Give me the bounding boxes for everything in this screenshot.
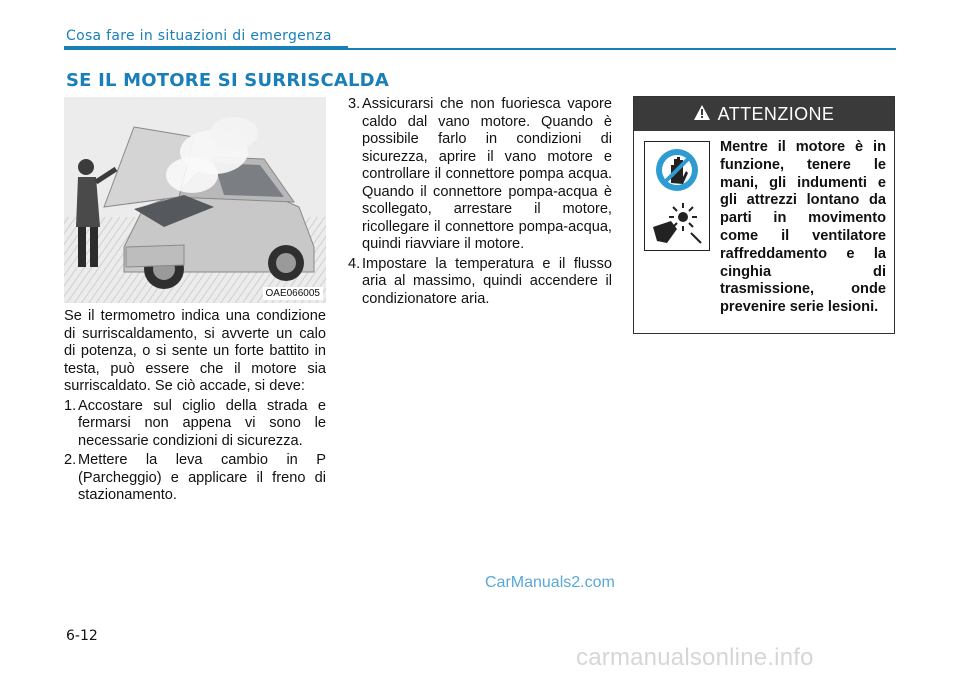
middle-column	[348, 96, 612, 308]
step-item	[64, 452, 326, 505]
car-overheating-illustration	[64, 97, 326, 303]
step-number: 3.	[348, 96, 361, 112]
stop-hand-icon	[654, 147, 700, 198]
warning-header	[634, 97, 894, 131]
step-text: Impostare la temperatura e il flusso aria al massimo, quindi accendere il condizionatore aria.	[362, 255, 612, 307]
image-code: OAE066005	[263, 287, 324, 300]
fan-hazard-icon	[651, 197, 705, 252]
warning-text: Mentre il motore è in funzione, tenere le mani, gli indumenti e gli attrezzi lontano da parti in movimento come il ventilatore raffreddamento e la cinghia di trasmissione, onde prevenire serie lesioni.	[720, 139, 886, 316]
footer-logo: carmanualsonline.info	[576, 644, 814, 671]
warning-box	[633, 96, 895, 334]
intro-paragraph: Se il termometro indica una condizione di surriscaldamento, si avverte un calo di potenza, o si sente un forte battito in testa, può essere che il motore sia surriscaldato. Se ciò accade, si deve:	[64, 308, 326, 394]
step-item	[64, 398, 326, 451]
warning-icons-panel	[644, 141, 710, 251]
watermark-link[interactable]: CarManuals2.com	[485, 574, 615, 591]
step-text: Mettere la leva cambio in P (Parcheggio) e applicare il freno di stazionamento.	[78, 452, 326, 503]
warning-title: ATTENZIONE	[717, 103, 835, 124]
step-item	[348, 96, 612, 254]
page-number: 6-12	[66, 628, 98, 644]
step-number: 4.	[348, 255, 361, 272]
step-number: 2.	[64, 452, 77, 468]
step-item	[348, 256, 612, 309]
header-rule-thin	[348, 48, 896, 50]
section-title: Cosa fare in situazioni di emergenza	[66, 28, 332, 44]
step-text: Assicurarsi che non fuoriesca vapore caldo dal vano motore. Quando è possibile farlo in condizioni di sicurezza, aprire il vano motore e controllare il connettore pompa acqua. Quando il connettore pompa-acqua è scollegato, arrestare il motore, ricollegare il connettore pompa-acqua, quindi riavviare il motore.	[362, 96, 612, 252]
page-heading: SE IL MOTORE SI SURRISCALDA	[66, 70, 389, 91]
car-illustration-drawing	[64, 97, 326, 303]
left-column	[64, 308, 326, 505]
warning-triangle-icon	[694, 104, 710, 125]
step-text: Accostare sul ciglio della strada e fermarsi non appena vi sono le necessarie condizioni di sicurezza.	[78, 397, 326, 449]
step-number: 1.	[64, 397, 77, 414]
header-rule-thick	[64, 46, 348, 50]
